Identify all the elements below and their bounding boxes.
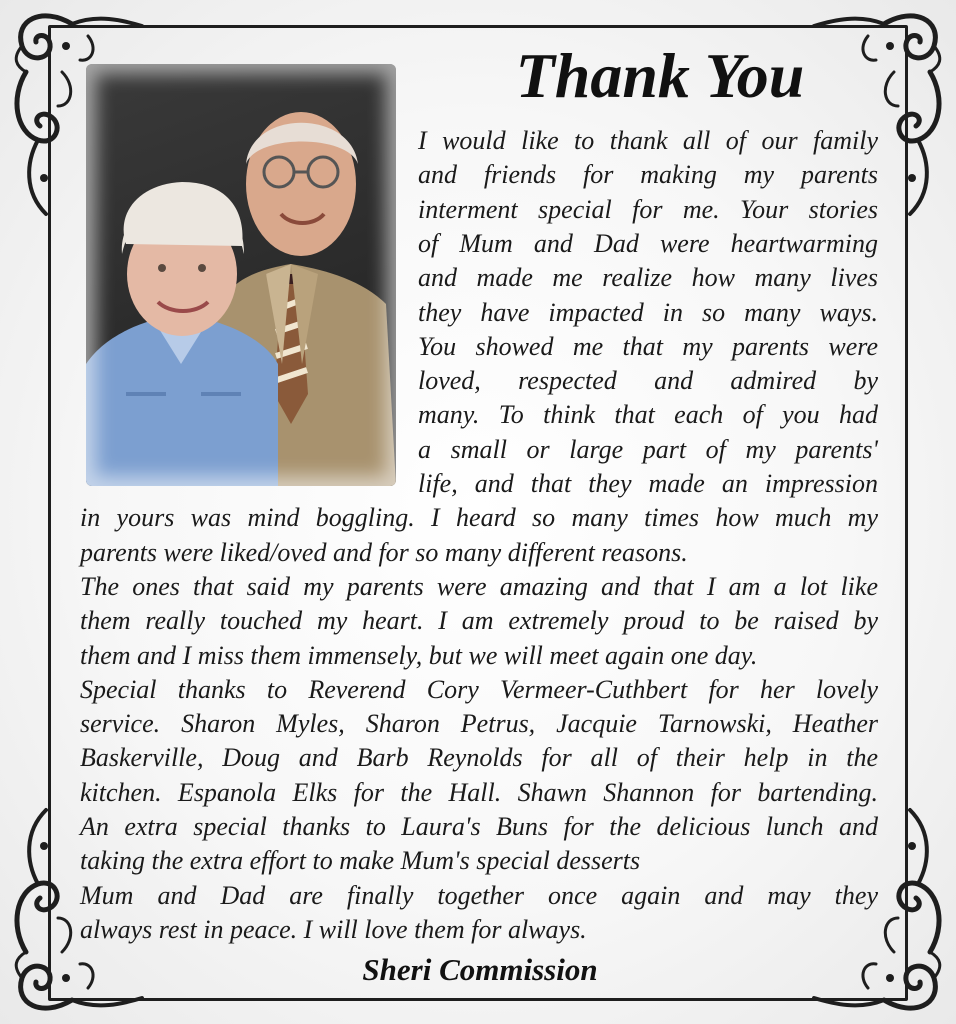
signature: Sheri Commission — [362, 952, 598, 987]
body-text-line: of Mum and Dad were heartwarming — [418, 228, 878, 258]
body-text-line: I would like to thank all of our family — [418, 126, 878, 155]
body-text-line: kitchen. Espanola Elks for the Hall. Shawn Shannon for bartending. — [80, 777, 878, 807]
body-text-line: they have impacted in so many ways. — [418, 297, 878, 327]
body-text-line: interment special for me. Your stories — [418, 194, 878, 224]
body-text-line: in yours was mind boggling. I heard so many times how much my — [80, 503, 878, 533]
body-text-line: loved, respected and admired by — [418, 366, 878, 396]
body-text-line: The ones that said my parents were amazing and that I am a lot like — [80, 571, 878, 601]
body-text-line: You showed me that my parents were — [418, 331, 878, 361]
body-text-line: life, and that they made an impression — [418, 469, 878, 498]
body-text-line: a small or large part of my parents' — [418, 434, 878, 464]
body-text-line: always rest in peace. I will love them for always. — [80, 914, 587, 944]
body-text-line: An extra special thanks to Laura's Buns for the delicious lunch and — [80, 812, 878, 841]
body-text-line: them really touched my heart. I am extremely proud to be raised by — [80, 606, 878, 636]
notice-title: Thank You — [515, 40, 805, 111]
body-text-line: many. To think that each of you had — [418, 400, 878, 430]
body-text-line: and made me realize how many lives — [418, 263, 878, 293]
body-text-line: taking the extra effort to make Mum's special desserts — [80, 846, 641, 876]
body-text-line: Mum and Dad are finally together once again and may they — [80, 880, 878, 910]
couple-portrait-photo — [86, 64, 396, 486]
body-text-line: and friends for making my parents — [418, 160, 878, 190]
body-text-line: Baskerville, Doug and Barb Reynolds for all of their help in the — [80, 743, 878, 773]
body-text-line: service. Sharon Myles, Sharon Petrus, Jacquie Tarnowski, Heather — [80, 709, 878, 739]
body-text-line: parents were liked/oved and for so many different reasons. — [80, 537, 688, 567]
body-text-line: Special thanks to Reverend Cory Vermeer-Cuthbert for her lovely — [80, 674, 878, 704]
body-text-line: them and I miss them immensely, but we will meet again one day. — [80, 640, 758, 670]
